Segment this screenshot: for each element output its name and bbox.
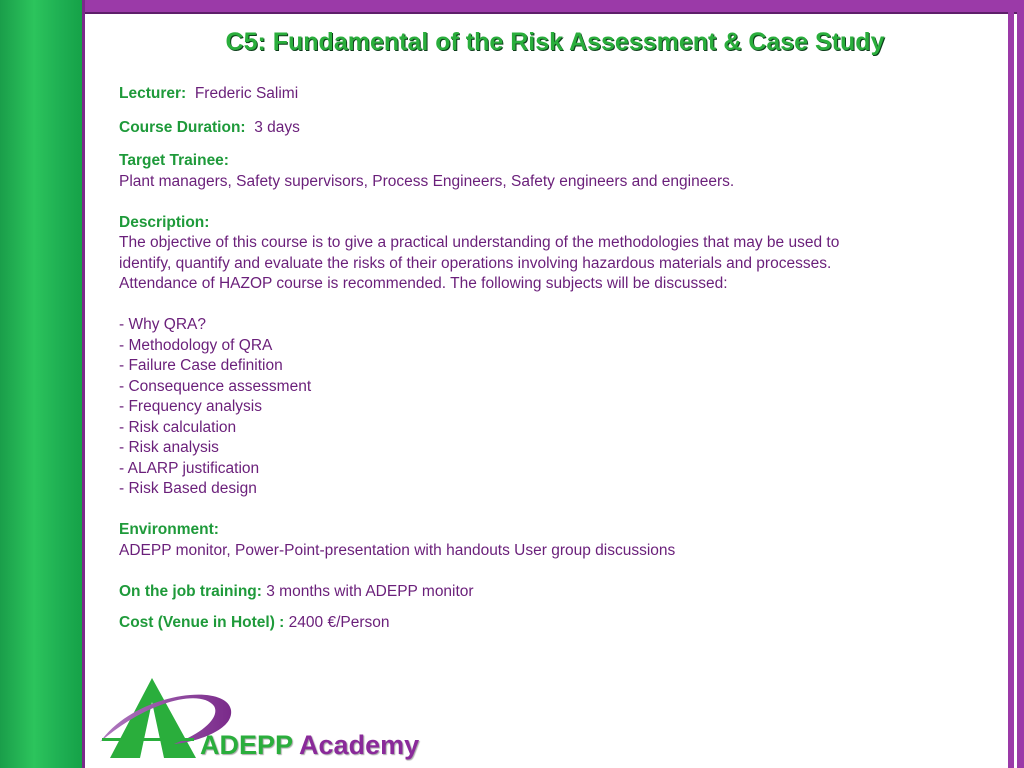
list-item: - Risk Based design bbox=[119, 480, 257, 497]
subjects-list bbox=[119, 315, 979, 500]
training-value: 3 months with ADEPP monitor bbox=[266, 582, 474, 600]
description-line: The objective of this course is to give a practical understanding of the methodologies that may be used to bbox=[119, 234, 840, 251]
page-title: C5: Fundamental of the Risk Assessment & Case Study bbox=[225, 28, 885, 56]
logo-word-adepp: ADEPP bbox=[200, 730, 293, 760]
list-item: - Methodology of QRA bbox=[119, 336, 273, 354]
list-item: - Failure Case definition bbox=[119, 357, 283, 374]
description-label: Description: bbox=[119, 213, 210, 231]
cost-label: Cost (Venue in Hotel) : bbox=[119, 614, 285, 631]
list-item: - Why QRA? bbox=[119, 316, 206, 333]
cost-row bbox=[119, 613, 979, 634]
training-label: On the job training: bbox=[119, 582, 262, 600]
list-item: - Risk analysis bbox=[119, 439, 219, 456]
environment-value: ADEPP monitor, Power-Point-presentation with handouts User group discussions bbox=[119, 541, 676, 559]
duration-row bbox=[119, 118, 979, 139]
right-purple-bar-inner bbox=[1008, 12, 1014, 768]
lecturer-value: Frederic Salimi bbox=[194, 85, 299, 102]
environment-label: Environment: bbox=[119, 521, 219, 538]
target-value: Plant managers, Safety supervisors, Process Engineers, Safety engineers and engineers. bbox=[119, 172, 735, 190]
top-purple-bar bbox=[85, 0, 1024, 14]
list-item: - Frequency analysis bbox=[119, 398, 263, 415]
description-line: Attendance of HAZOP course is recommended. The following subjects will be discussed: bbox=[119, 275, 728, 292]
cost-value: 2400 €/Person bbox=[288, 614, 390, 631]
lecturer-label: Lecturer: bbox=[119, 85, 187, 102]
target-label: Target Trainee: bbox=[119, 152, 229, 169]
left-band-edge bbox=[82, 0, 85, 768]
left-green-band bbox=[0, 0, 85, 768]
right-purple-bar-outer bbox=[1017, 12, 1024, 768]
logo-text bbox=[200, 730, 419, 761]
adepp-academy-logo bbox=[96, 672, 436, 768]
duration-label: Course Duration: bbox=[119, 118, 246, 136]
duration-value: 3 days bbox=[254, 118, 300, 136]
list-item: - Risk calculation bbox=[119, 418, 237, 436]
training-row bbox=[119, 582, 979, 603]
lecturer-row bbox=[119, 84, 979, 105]
list-item: - Consequence assessment bbox=[119, 377, 312, 395]
list-item: - ALARP justification bbox=[119, 459, 260, 477]
description-line: identify, quantify and evaluate the risks of their operations involving hazardous materials and processes. bbox=[119, 254, 832, 272]
course-details bbox=[119, 84, 979, 634]
logo-word-academy: Academy bbox=[299, 730, 420, 760]
